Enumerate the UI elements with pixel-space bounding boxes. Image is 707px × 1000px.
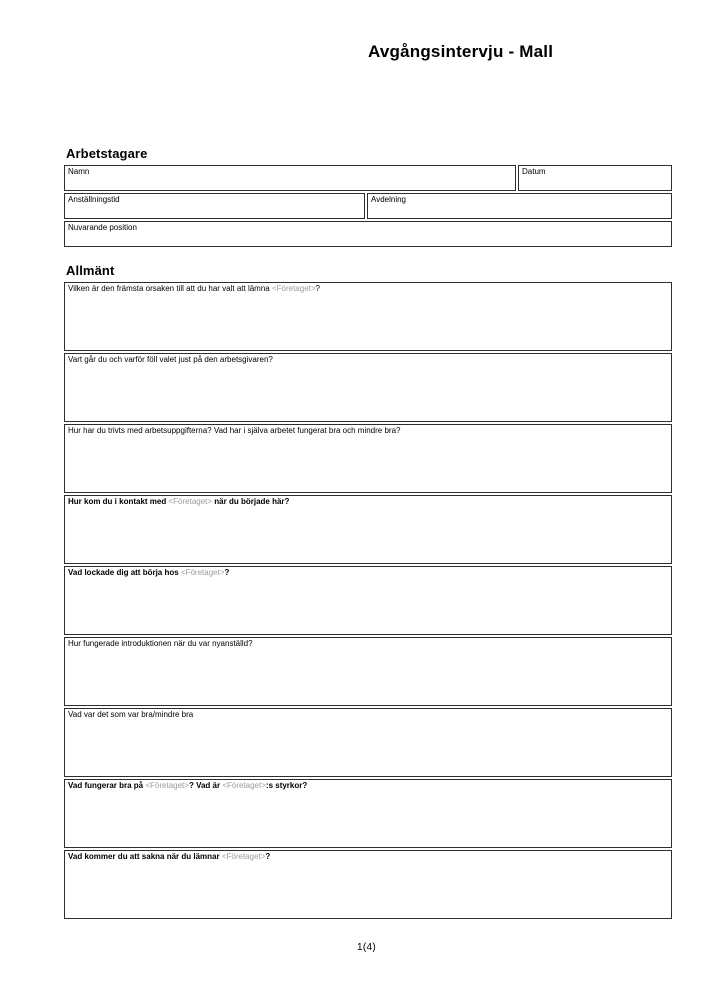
page-number: 1(4) (357, 942, 376, 953)
question-answer-box[interactable] (64, 708, 672, 777)
question-label: Vilken är den främsta orsaken till att du har valt att lämna <Företaget>? (68, 284, 320, 293)
department-field[interactable] (367, 193, 672, 219)
question-label: Hur kom du i kontakt med <Företaget> när du började här? (68, 497, 290, 506)
question-answer-box[interactable] (64, 566, 672, 635)
question-answer-box[interactable] (64, 353, 672, 422)
question-answer-box[interactable] (64, 779, 672, 848)
current-position-field-label: Nuvarande position (68, 223, 137, 232)
question-answer-box[interactable] (64, 424, 672, 493)
question-answer-box[interactable] (64, 850, 672, 919)
question-label: Hur fungerade introduktionen när du var nyanställd? (68, 639, 253, 648)
question-answer-box[interactable] (64, 282, 672, 351)
company-placeholder: <Företaget> (145, 781, 189, 790)
employment-period-field-label: Anställningstid (68, 195, 120, 204)
company-placeholder: <Företaget> (180, 568, 225, 577)
question-list (64, 282, 672, 921)
question-answer-box[interactable] (64, 495, 672, 564)
question-answer-box[interactable] (64, 637, 672, 706)
employee-table-row (64, 221, 672, 247)
employee-table-row (64, 165, 672, 191)
name-field-label: Namn (68, 167, 90, 176)
question-label: Vad fungerar bra på <Företaget>? Vad är <Företaget>:s styrkor? (68, 781, 308, 790)
page-title: Avgångsintervju - Mall (368, 42, 554, 61)
employment-period-field[interactable] (64, 193, 365, 219)
date-field-label: Datum (522, 167, 546, 176)
company-placeholder: <Företaget> (221, 852, 266, 861)
question-label: Hur har du trivts med arbetsuppgifterna? Vad har i själva arbetet fungerat bra och mindre bra? (68, 426, 401, 435)
date-field[interactable] (518, 165, 672, 191)
company-placeholder: <Företaget> (271, 284, 316, 293)
employee-section-heading: Arbetstagare (66, 146, 148, 161)
company-placeholder: <Företaget> (222, 781, 266, 790)
name-field[interactable] (64, 165, 516, 191)
question-label: Vad var det som var bra/mindre bra (68, 710, 194, 719)
employee-table-row (64, 193, 672, 219)
company-placeholder: <Företaget> (168, 497, 213, 506)
general-section-heading: Allmänt (66, 263, 115, 278)
employee-info-table (64, 165, 672, 249)
question-label: Vart går du och varför föll valet just på den arbetsgivaren? (68, 355, 273, 364)
department-field-label: Avdelning (371, 195, 406, 204)
question-label: Vad lockade dig att börja hos <Företaget>? (68, 568, 230, 577)
current-position-field[interactable] (64, 221, 672, 247)
question-label: Vad kommer du att sakna när du lämnar <Företaget>? (68, 852, 271, 861)
